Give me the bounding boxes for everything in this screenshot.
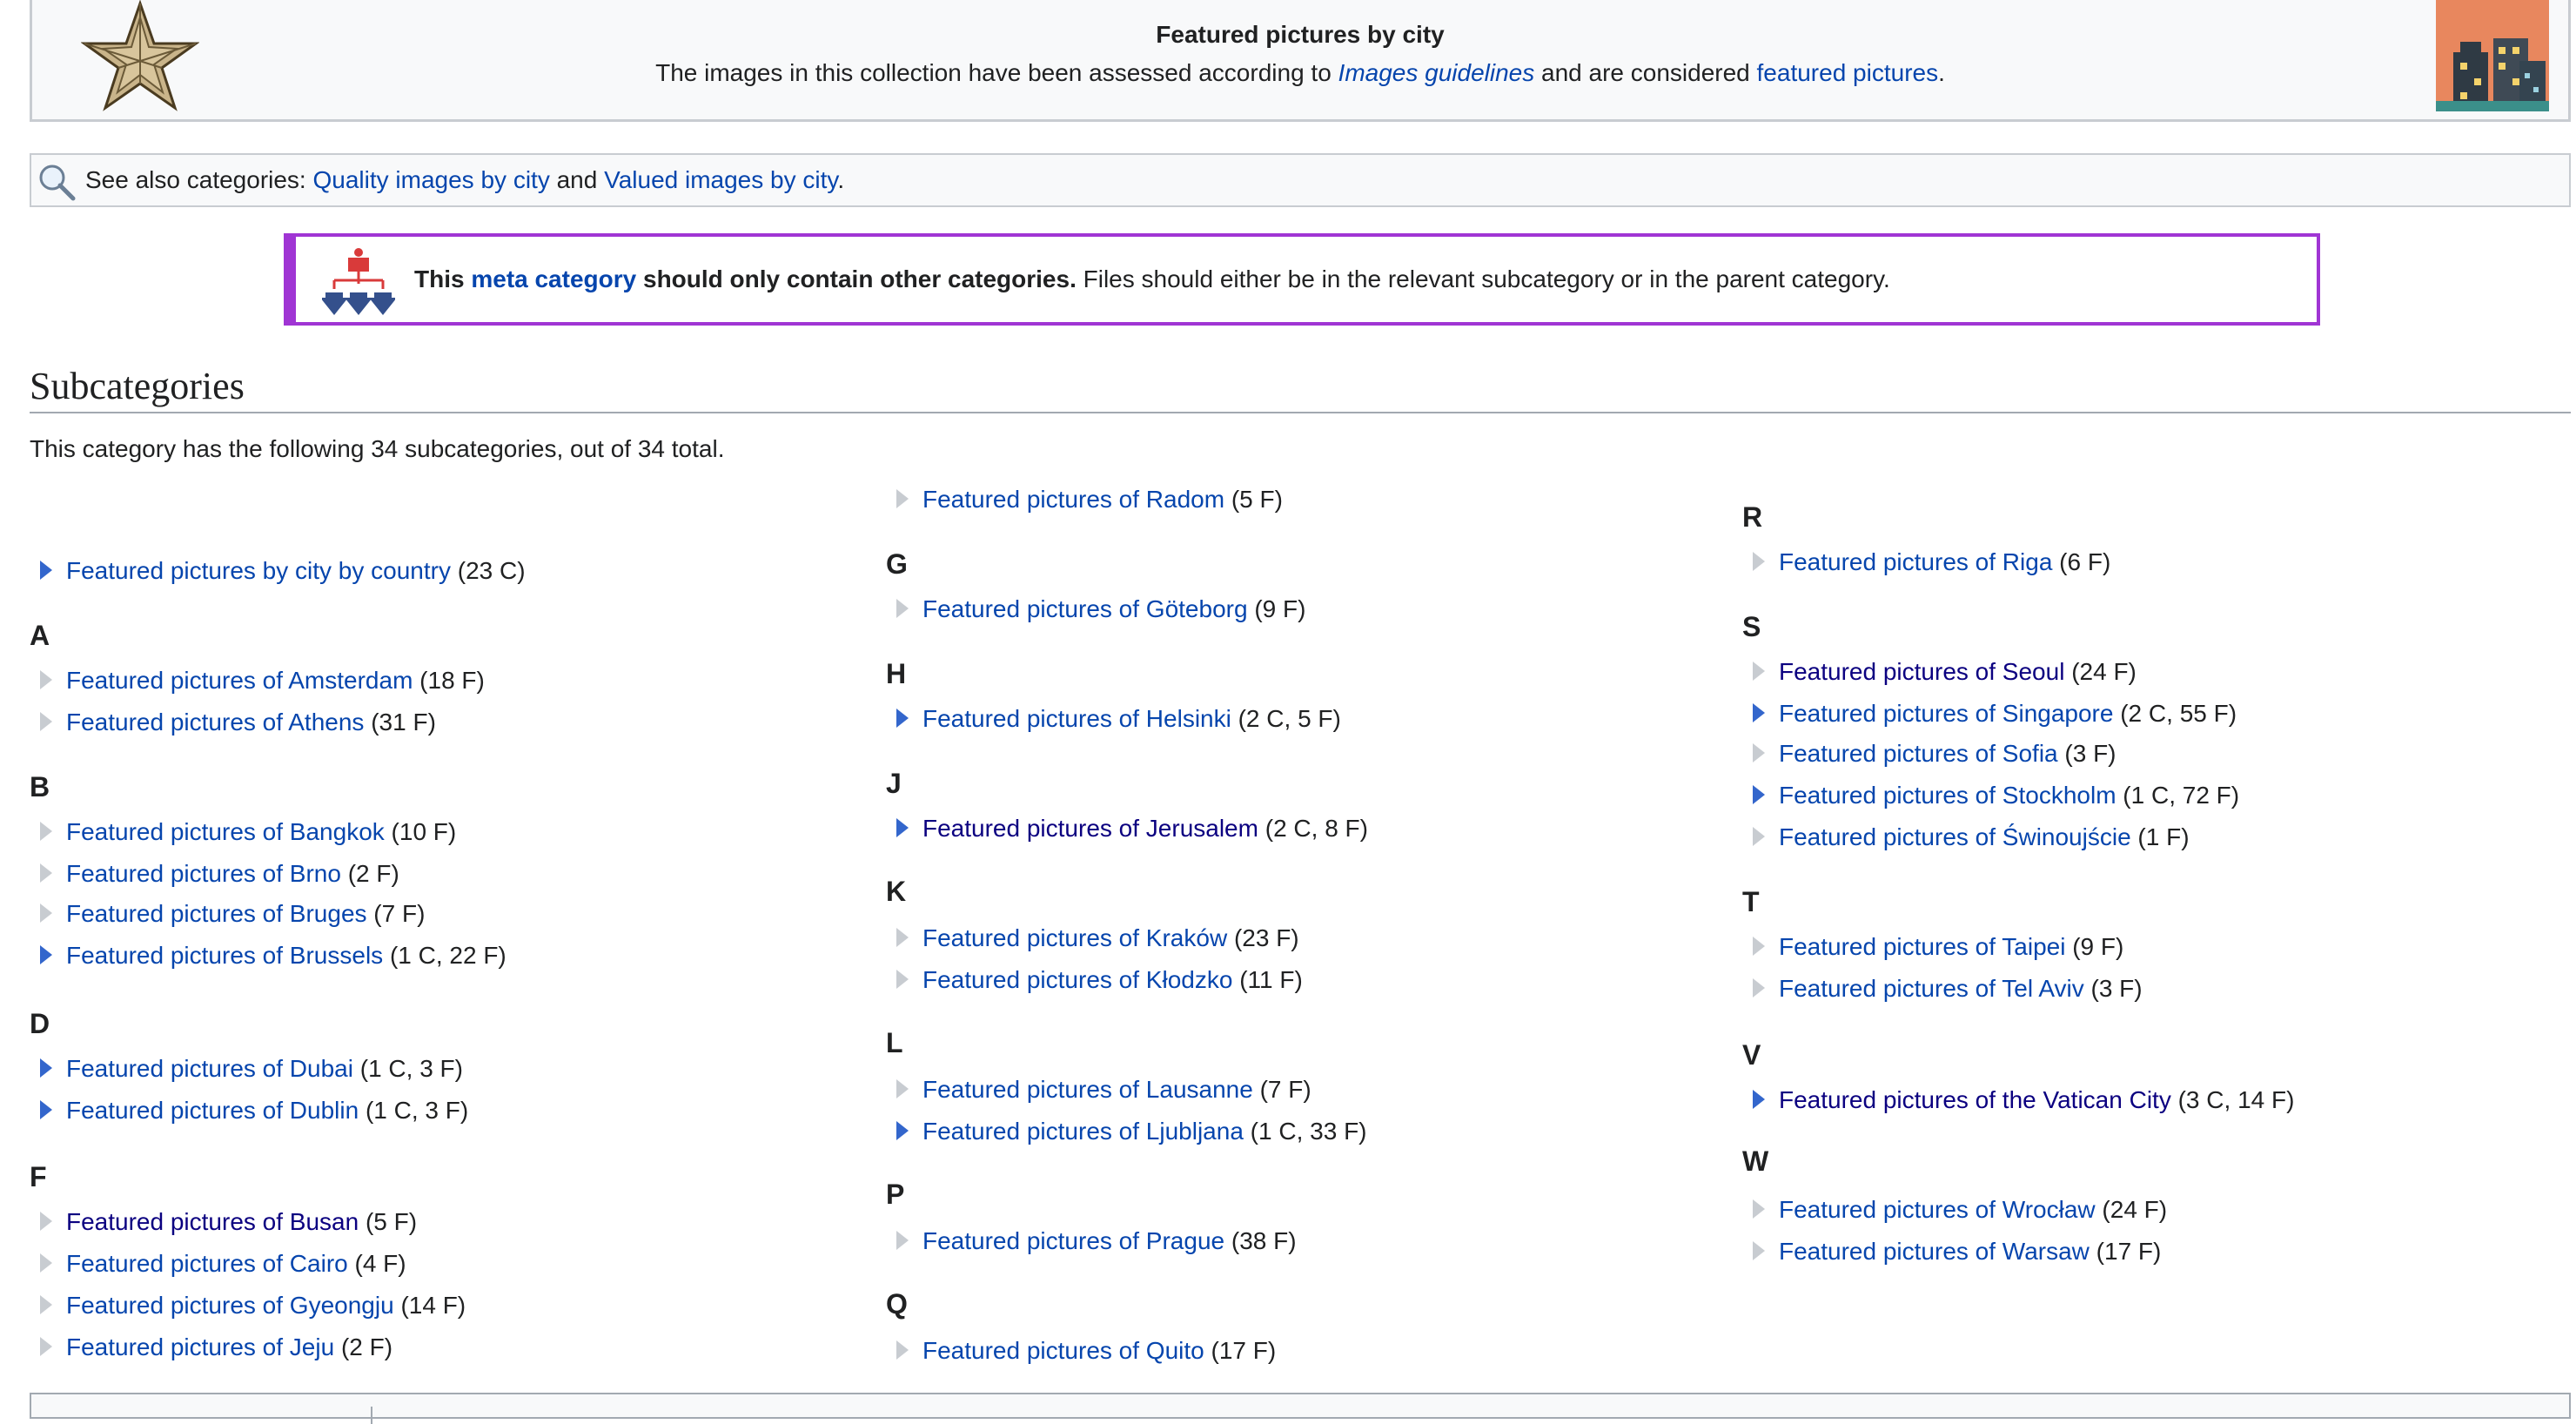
subcategory-entry [66, 1097, 468, 1125]
empty-arrow-icon [1753, 937, 1765, 956]
letter-heading: V [1742, 1039, 1761, 1071]
expand-arrow-icon[interactable] [1753, 1090, 1765, 1109]
subcategory-entry [922, 966, 1303, 994]
subcategory-entry [922, 705, 1341, 733]
subcategory-count: (7 F) [366, 900, 426, 927]
subcategory-entry [922, 1337, 1276, 1365]
empty-arrow-icon [896, 928, 909, 947]
subcategory-count: (6 F) [2052, 548, 2111, 575]
subcategory-link[interactable]: Featured pictures of Singapore [1779, 700, 2114, 727]
meta-notice-pre: This [414, 265, 472, 292]
subcategory-count: (38 F) [1224, 1227, 1297, 1254]
featured-desc-pre: The images in this collection have been assessed according to [655, 59, 1338, 86]
meta-category-link[interactable]: meta category [471, 265, 637, 292]
subcategory-link[interactable]: Featured pictures of Kraków [922, 924, 1228, 951]
expand-arrow-icon[interactable] [1753, 785, 1765, 804]
subcategory-count: (1 C, 22 F) [383, 942, 506, 969]
letter-heading: A [30, 620, 50, 651]
empty-arrow-icon [1753, 827, 1765, 846]
subcategory-count: (7 F) [1252, 1076, 1311, 1103]
subcategory-link[interactable]: Featured pictures of Busan [66, 1208, 359, 1235]
subcategory-entry [66, 557, 526, 585]
expand-arrow-icon[interactable] [896, 818, 909, 837]
subcategory-link[interactable]: Featured pictures of Stockholm [1779, 782, 2116, 809]
subcategory-entry [922, 924, 1299, 952]
subcategory-link[interactable]: Featured pictures of Warsaw [1779, 1238, 2090, 1265]
empty-arrow-icon [40, 670, 52, 689]
subcategory-link[interactable]: Featured pictures of Gyeongju [66, 1292, 394, 1319]
meta-notice-text [414, 265, 1890, 293]
subcategory-entry [66, 1292, 466, 1320]
empty-arrow-icon [40, 1212, 52, 1231]
empty-arrow-icon [896, 970, 909, 989]
empty-arrow-icon [40, 863, 52, 883]
subcategory-count: (1 C, 72 F) [2116, 782, 2240, 809]
subcategory-link[interactable]: Featured pictures of Jeju [66, 1333, 335, 1360]
subcategory-entry [922, 1076, 1311, 1104]
subcategory-count: (14 F) [393, 1292, 466, 1319]
subcategory-entry [1779, 658, 2137, 686]
subcategory-count: (2 C, 55 F) [2113, 700, 2237, 727]
subcategory-count: (9 F) [1247, 595, 1306, 622]
subcategory-link[interactable]: Featured pictures of the Vatican City [1779, 1086, 2171, 1113]
subcategory-link[interactable]: Featured pictures of Sofia [1779, 740, 2058, 767]
empty-arrow-icon [896, 489, 909, 508]
subcategory-entry [1779, 975, 2143, 1003]
city-icon [2436, 0, 2549, 111]
see-also-bar [30, 153, 2571, 207]
letter-heading: S [1742, 611, 1761, 642]
letter-heading: Q [886, 1288, 908, 1320]
subcategory-link[interactable]: Featured pictures of Seoul [1779, 658, 2065, 685]
subcategory-entry [922, 815, 1368, 843]
empty-arrow-icon [896, 1079, 909, 1098]
subcategory-entry [1779, 548, 2110, 576]
subcategory-link[interactable]: Featured pictures of Ljubljana [922, 1118, 1244, 1145]
subcategory-link[interactable]: Featured pictures of Riga [1779, 548, 2053, 575]
valued-images-link[interactable]: Valued images by city [604, 166, 838, 193]
subcategory-entry [1779, 700, 2237, 728]
featured-description [32, 59, 2568, 87]
expand-arrow-icon[interactable] [40, 1100, 52, 1119]
subcategory-count: (9 F) [2065, 933, 2124, 960]
subcategory-entry [66, 818, 456, 846]
subcategory-count: (3 C, 14 F) [2170, 1086, 2295, 1113]
empty-arrow-icon [896, 1231, 909, 1250]
featured-star-icon [81, 0, 199, 111]
featured-desc-post: . [1938, 59, 1945, 86]
letter-heading: P [886, 1179, 905, 1210]
see-also-pre: See also categories: [85, 166, 313, 193]
subcategory-link[interactable]: Featured pictures of Dublin [66, 1097, 359, 1124]
subcategory-count: (2 C, 5 F) [1231, 705, 1341, 732]
subcategory-entry [922, 1227, 1297, 1255]
subcategory-count: (2 F) [334, 1333, 393, 1360]
empty-arrow-icon [1753, 1241, 1765, 1260]
meta-category-icon [322, 245, 395, 319]
subcategory-entry [66, 709, 436, 736]
empty-arrow-icon [40, 1337, 52, 1356]
subcategory-count: (1 C, 3 F) [359, 1097, 469, 1124]
expand-arrow-icon[interactable] [40, 945, 52, 964]
subcategory-count: (31 F) [364, 709, 436, 736]
empty-arrow-icon [896, 599, 909, 618]
empty-arrow-icon [40, 1253, 52, 1273]
subcategory-count: (24 F) [2095, 1196, 2168, 1223]
subcategory-entry [1779, 782, 2239, 809]
featured-pictures-link[interactable]: featured pictures [1756, 59, 1939, 86]
letter-heading: F [30, 1161, 47, 1192]
empty-arrow-icon [1753, 662, 1765, 681]
subcategory-entry [1779, 1238, 2161, 1266]
letter-heading: K [886, 876, 907, 907]
subcategory-entry [66, 1208, 417, 1236]
subcategory-count: (3 F) [2083, 975, 2143, 1002]
letter-heading: L [886, 1027, 903, 1058]
subcategory-entry [922, 486, 1283, 514]
empty-arrow-icon [1753, 743, 1765, 762]
subcategory-entry [922, 595, 1305, 623]
letter-heading: J [886, 768, 902, 799]
subcategory-count: (2 C, 8 F) [1258, 815, 1368, 842]
subcategory-count: (23 F) [1227, 924, 1299, 951]
magnifier-icon [37, 162, 77, 202]
subcategory-link[interactable]: Featured pictures of Brussels [66, 942, 384, 969]
letter-heading: T [1742, 886, 1760, 917]
empty-arrow-icon [40, 903, 52, 923]
subcategory-link[interactable]: Featured pictures of Bangkok [66, 818, 385, 845]
subcategory-count: (10 F) [384, 818, 457, 845]
expand-arrow-icon[interactable] [896, 1121, 909, 1140]
expand-arrow-icon[interactable] [1753, 703, 1765, 722]
subcategory-link[interactable]: Featured pictures of Göteborg [922, 595, 1248, 622]
subcategory-count: (3 F) [2057, 740, 2116, 767]
see-also-post: . [837, 166, 845, 193]
subcategories-heading: Subcategories [30, 364, 2571, 413]
subcategory-link[interactable]: Featured pictures of Amsterdam [66, 667, 413, 694]
subcategory-link[interactable]: Featured pictures of Dubai [66, 1055, 353, 1082]
meta-notice-bold: should only contain other categories. [636, 265, 1077, 292]
subcategory-entry [922, 1118, 1367, 1145]
subcategory-link[interactable]: Featured pictures by city by country [66, 557, 451, 584]
subcategory-count: (18 F) [413, 667, 485, 694]
empty-arrow-icon [40, 1295, 52, 1314]
subcategory-count: (1 C, 33 F) [1243, 1118, 1367, 1145]
subcategory-link[interactable]: Featured pictures of Bruges [66, 900, 367, 927]
empty-arrow-icon [896, 1340, 909, 1360]
subcategory-entry [66, 860, 399, 888]
empty-arrow-icon [40, 822, 52, 841]
letter-heading: B [30, 771, 50, 803]
empty-arrow-icon [40, 712, 52, 731]
subcategory-entry [1779, 933, 2123, 961]
letter-heading: H [886, 658, 907, 689]
subcategory-count: (1 C, 3 F) [352, 1055, 463, 1082]
letter-heading: R [1742, 501, 1763, 533]
subcategory-entry [1779, 1196, 2167, 1224]
subcategory-count: (23 C) [450, 557, 526, 584]
subcategory-count: (17 F) [2089, 1238, 2162, 1265]
featured-pictures-box [30, 0, 2571, 122]
expand-arrow-icon[interactable] [40, 1058, 52, 1078]
empty-arrow-icon [1753, 978, 1765, 997]
letter-heading: D [30, 1008, 50, 1039]
subcategory-link[interactable]: Featured pictures of Jerusalem [922, 815, 1258, 842]
subcategory-link[interactable]: Featured pictures of Tel Aviv [1779, 975, 2084, 1002]
subcategory-count: (2 F) [340, 860, 399, 887]
expand-arrow-icon[interactable] [896, 709, 909, 728]
subcategory-entry [1779, 823, 2190, 851]
subcategory-link[interactable]: Featured pictures of Wrocław [1779, 1196, 2096, 1223]
images-guidelines-link[interactable]: Images guidelines [1338, 59, 1535, 86]
expand-arrow-icon[interactable] [40, 561, 52, 580]
meta-notice-rest: Files should either be in the relevant subcategory or in the parent category. [1076, 265, 1890, 292]
bottom-box [30, 1393, 2571, 1419]
subcategory-link[interactable]: Featured pictures of Prague [922, 1227, 1225, 1254]
subcategory-count: (1 F) [2130, 823, 2190, 850]
subcategory-entry [66, 900, 425, 928]
subcategory-count: (17 F) [1204, 1337, 1277, 1364]
subcategory-link[interactable]: Featured pictures of Lausanne [922, 1076, 1253, 1103]
featured-desc-mid: and are considered [1534, 59, 1757, 86]
see-also-text [85, 166, 844, 194]
subcategory-count: (4 F) [347, 1250, 406, 1277]
subcategory-link[interactable]: Featured pictures of Brno [66, 860, 341, 887]
subcategory-link[interactable]: Featured pictures of Taipei [1779, 933, 2066, 960]
meta-category-notice [284, 233, 2320, 326]
letter-heading: G [886, 548, 908, 580]
letter-heading: W [1742, 1145, 1769, 1177]
subcategory-count: (11 F) [1232, 966, 1303, 993]
subcategory-link[interactable]: Featured pictures of Athens [66, 709, 365, 736]
subcategory-entry [1779, 740, 2116, 768]
quality-images-link[interactable]: Quality images by city [312, 166, 550, 193]
subcategory-count: (24 F) [2064, 658, 2137, 685]
subcategory-entry [66, 1250, 406, 1278]
empty-arrow-icon [1753, 1199, 1765, 1219]
subcategories-count: This category has the following 34 subcategories, out of 34 total. [30, 435, 725, 462]
subcategory-link[interactable]: Featured pictures of Cairo [66, 1250, 348, 1277]
featured-title: Featured pictures by city [1156, 21, 1445, 48]
subcategory-count: (5 F) [1224, 486, 1283, 513]
subcategory-link[interactable]: Featured pictures of Świnoujście [1779, 823, 2131, 850]
subcategory-link[interactable]: Featured pictures of Helsinki [922, 705, 1231, 732]
subcategory-link[interactable]: Featured pictures of Kłodzko [922, 966, 1233, 993]
subcategory-link[interactable]: Featured pictures of Radom [922, 486, 1225, 513]
see-also-mid: and [549, 166, 605, 193]
bottom-divider [371, 1407, 372, 1424]
subcategory-entry [66, 1333, 392, 1361]
subcategory-entry [66, 942, 506, 970]
subcategory-entry [66, 1055, 463, 1083]
subcategory-entry [66, 667, 485, 695]
subcategory-link[interactable]: Featured pictures of Quito [922, 1337, 1204, 1364]
empty-arrow-icon [1753, 552, 1765, 571]
subcategory-count: (5 F) [359, 1208, 418, 1235]
subcategory-entry [1779, 1086, 2294, 1114]
